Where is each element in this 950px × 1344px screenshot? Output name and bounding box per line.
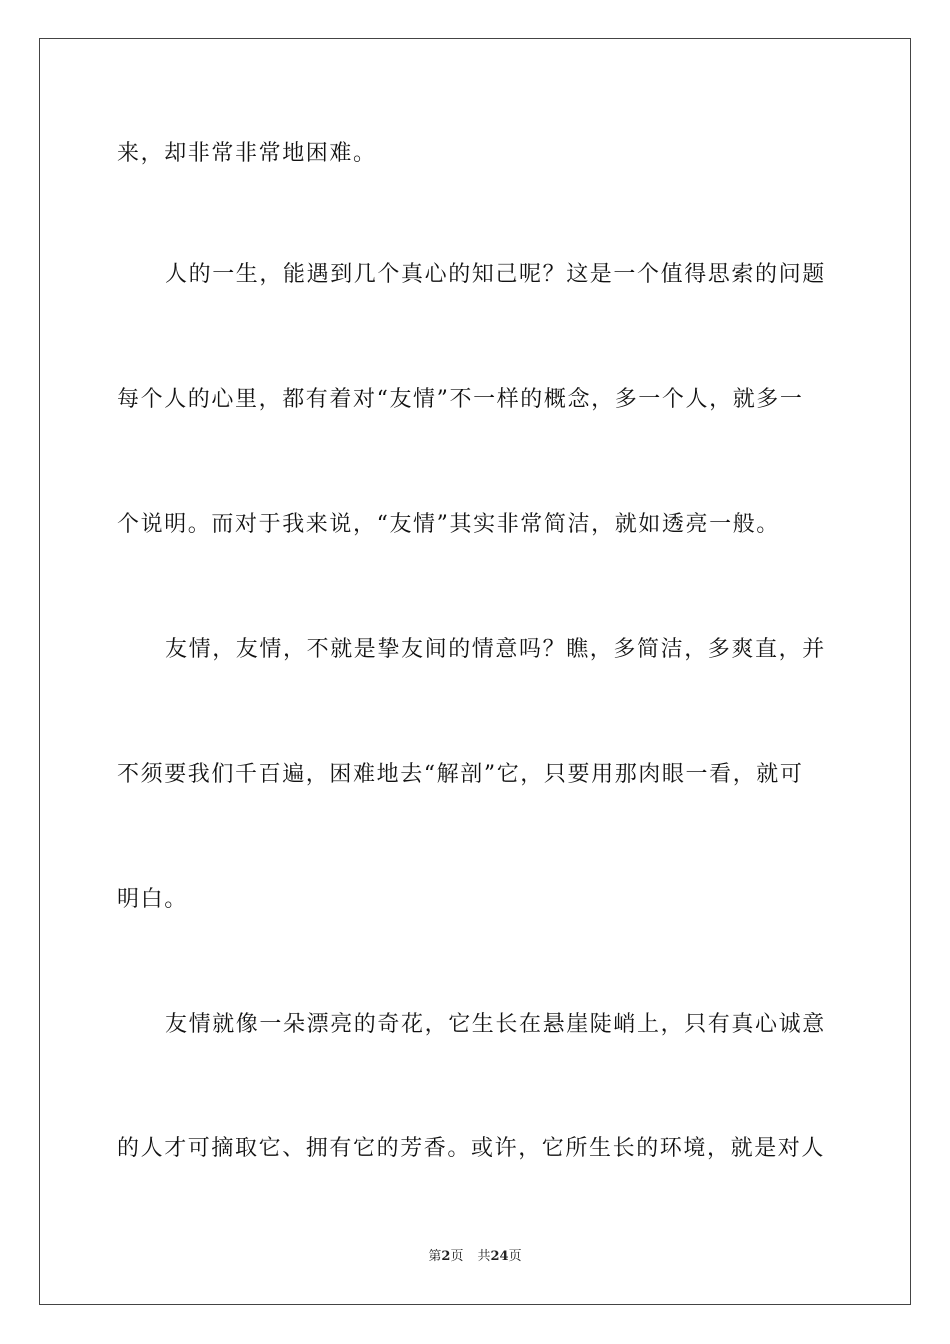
text-line: 的人才可摘取它、拥有它的芳香。或许，它所生长的环境，就是对人 <box>117 1136 826 1161</box>
total-label-suffix: 页 <box>508 1249 522 1264</box>
text-line: 不须要我们千百遍，困难地去“解剖”它，只要用那肉眼一看，就可 <box>117 762 804 787</box>
total-pages: 24 <box>490 1249 509 1264</box>
paragraph-first-line: 人的一生，能遇到几个真心的知己呢？这是一个值得思索的问题 <box>165 262 826 287</box>
page-border <box>39 38 911 1305</box>
text-line: 每个人的心里，都有着对“友情”不一样的概念，多一个人，就多一 <box>117 387 804 412</box>
page-footer <box>0 1248 950 1266</box>
text-line: 明白。 <box>117 887 188 912</box>
page-label-suffix: 页 <box>450 1249 464 1264</box>
text-line: 个说明。而对于我来说，“友情”其实非常简洁，就如透亮一般。 <box>117 512 780 537</box>
total-label-prefix: 共 <box>477 1249 491 1264</box>
paragraph-first-line: 友情，友情，不就是挚友间的情意吗？瞧，多简洁，多爽直，并 <box>165 637 826 662</box>
paragraph-first-line: 友情就像一朵漂亮的奇花，它生长在悬崖陡峭上，只有真心诚意 <box>165 1012 826 1037</box>
page-label-prefix: 第 <box>428 1249 442 1264</box>
text-line: 来，却非常非常地困难。 <box>117 141 377 166</box>
page-number: 2 <box>441 1249 451 1264</box>
